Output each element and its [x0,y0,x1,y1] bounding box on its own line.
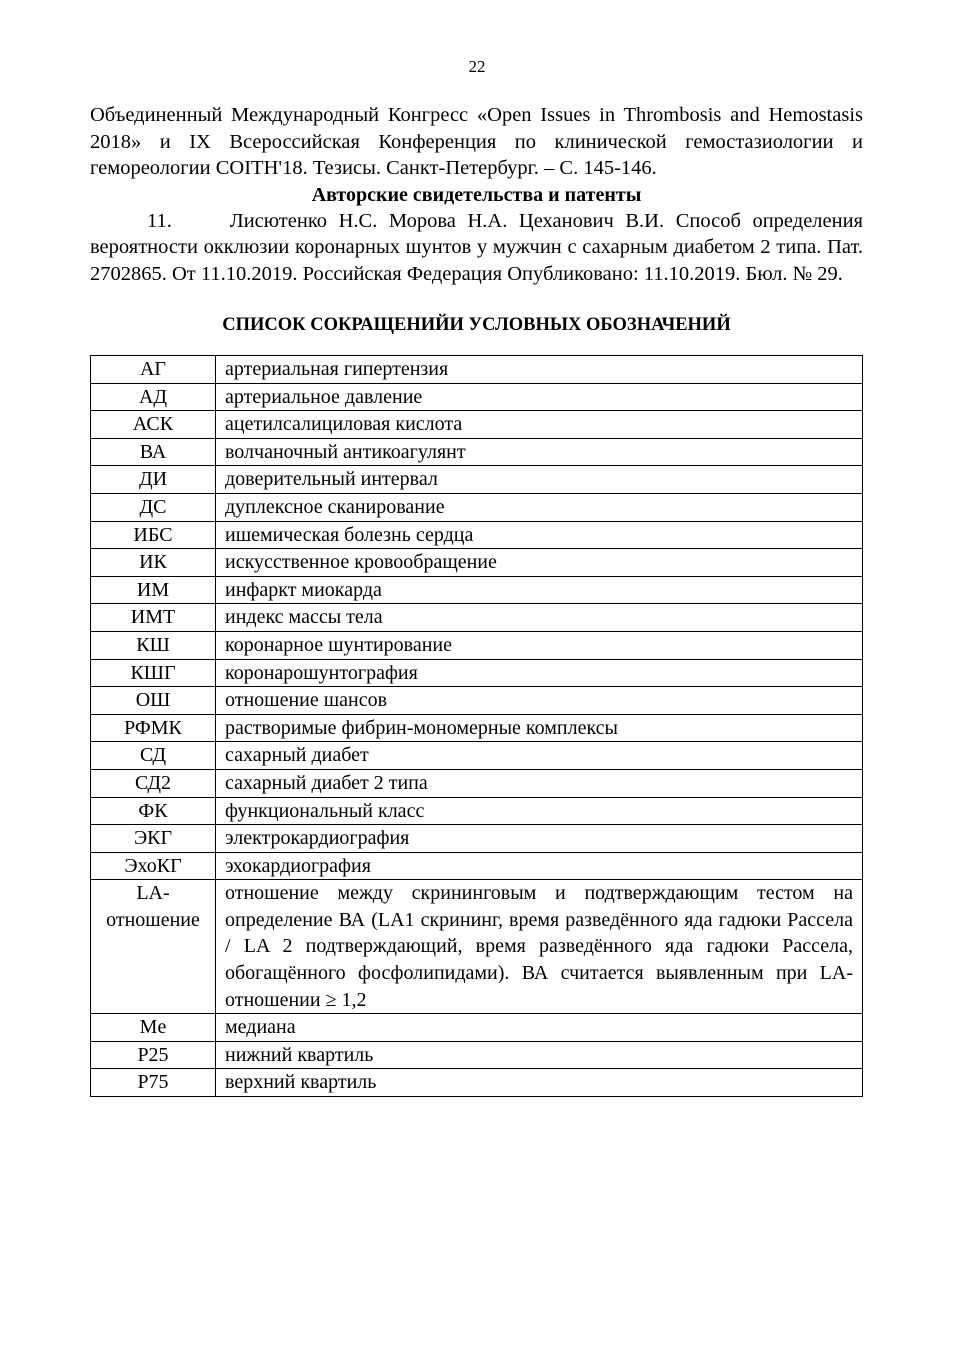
definition-cell: медиана [216,1014,863,1042]
abbreviation-cell: ИК [91,549,216,577]
table-row [91,438,863,466]
abbreviation-cell: ИМ [91,576,216,604]
abbreviation-cell: LA-отношение [91,880,216,1014]
definition-cell: коронарное шунтирование [216,631,863,659]
abbreviation-cell: АСК [91,411,216,439]
abbreviations-table [90,355,863,1097]
table-row [91,880,863,1014]
abbreviation-cell: ДС [91,493,216,521]
page-number: 22 [468,57,486,76]
definition-cell: ишемическая болезнь сердца [216,521,863,549]
abbreviation-cell: ЭКГ [91,825,216,853]
definition-cell: коронарошунтография [216,659,863,687]
table-row [91,1014,863,1042]
table-row [91,742,863,770]
definition-cell: функциональный класс [216,797,863,825]
abbreviation-cell: ВА [91,438,216,466]
definition-cell: растворимые фибрин-мономерные комплексы [216,714,863,742]
table-row [91,714,863,742]
abbreviation-cell: КШ [91,631,216,659]
table-row [91,521,863,549]
abbreviation-cell: АД [91,383,216,411]
table-row [91,1041,863,1069]
definition-cell: волчаночный антикоагулянт [216,438,863,466]
table-row [91,687,863,715]
definition-cell: индекс массы тела [216,604,863,632]
table-row [91,383,863,411]
abbreviation-cell: ИБС [91,521,216,549]
abbreviation-cell: ДИ [91,466,216,494]
definition-cell: артериальная гипертензия [216,356,863,384]
abbreviation-cell: Me [91,1014,216,1042]
table-row [91,466,863,494]
definition-cell: верхний квартиль [216,1069,863,1097]
patents-heading: Авторские свидетельства и патенты [311,183,642,206]
table-row [91,549,863,577]
definition-cell: сахарный диабет 2 типа [216,769,863,797]
definition-cell: электрокардиография [216,825,863,853]
table-row [91,1069,863,1097]
definition-cell: эхокардиография [216,852,863,880]
definition-cell: сахарный диабет [216,742,863,770]
abbreviation-cell: КШГ [91,659,216,687]
table-row [91,576,863,604]
table-row [91,356,863,384]
table-row [91,631,863,659]
abbreviation-cell: ЭхоКГ [91,852,216,880]
definition-cell: артериальное давление [216,383,863,411]
abbreviation-cell: АГ [91,356,216,384]
abbreviation-cell: ИМТ [91,604,216,632]
abbreviation-cell: ФК [91,797,216,825]
definition-cell: отношение между скрининговым и подтверждающим тестом на определение ВА (LA1 скрининг, время разведённого яда гадюки Рассела / LA 2 подтверждающий, время разведённого яда гадюки Рассела, обогащённого фосфолипидами). ВА считается выявленным при LA-отношении ≥ 1,2 [216,880,863,1014]
definition-cell: инфаркт миокарда [216,576,863,604]
reference-entry: Объединенный Международный Конгресс «Open Issues in Thrombosis and Hemostasis 2018» и IX Всероссийская Конференция по клинической гемостазиологии и гемореологии COITH'18. Тезисы. Санкт-Петербург. – С. 145-146. [90,104,863,179]
definition-cell: доверительный интервал [216,466,863,494]
definition-cell: дуплексное сканирование [216,493,863,521]
table-row [91,769,863,797]
table-row [91,493,863,521]
definition-cell: искусственное кровообращение [216,549,863,577]
definition-cell: ацетилсалициловая кислота [216,411,863,439]
definition-cell: нижний квартиль [216,1041,863,1069]
abbreviations-title: СПИСОК СОКРАЩЕНИЙИ УСЛОВНЫХ ОБОЗНАЧЕНИЙ [222,315,731,335]
abbreviation-cell: ОШ [91,687,216,715]
abbreviation-cell: РФМК [91,714,216,742]
patent-entry [90,208,869,288]
patent-entry-text: 11. Лисютенко Н.С. Морова Н.А. Цеханович В.И. Способ определения вероятности окклюзии коронарных шунтов у мужчин с сахарным диабетом 2 типа. Пат. 2702865. От 11.10.2019. Российская Федерация Опубликовано: 11.10.2019. Бюл. № 29. [90,209,869,285]
abbreviation-cell: P75 [91,1069,216,1097]
abbreviation-cell: P25 [91,1041,216,1069]
abbreviations-table-body [91,356,863,1097]
abbreviation-cell: СД2 [91,769,216,797]
table-row [91,659,863,687]
table-row [91,604,863,632]
table-row [91,825,863,853]
abbreviation-cell: СД [91,742,216,770]
page-content [90,102,869,1097]
table-row [91,852,863,880]
table-row [91,411,863,439]
definition-cell: отношение шансов [216,687,863,715]
table-row [91,797,863,825]
